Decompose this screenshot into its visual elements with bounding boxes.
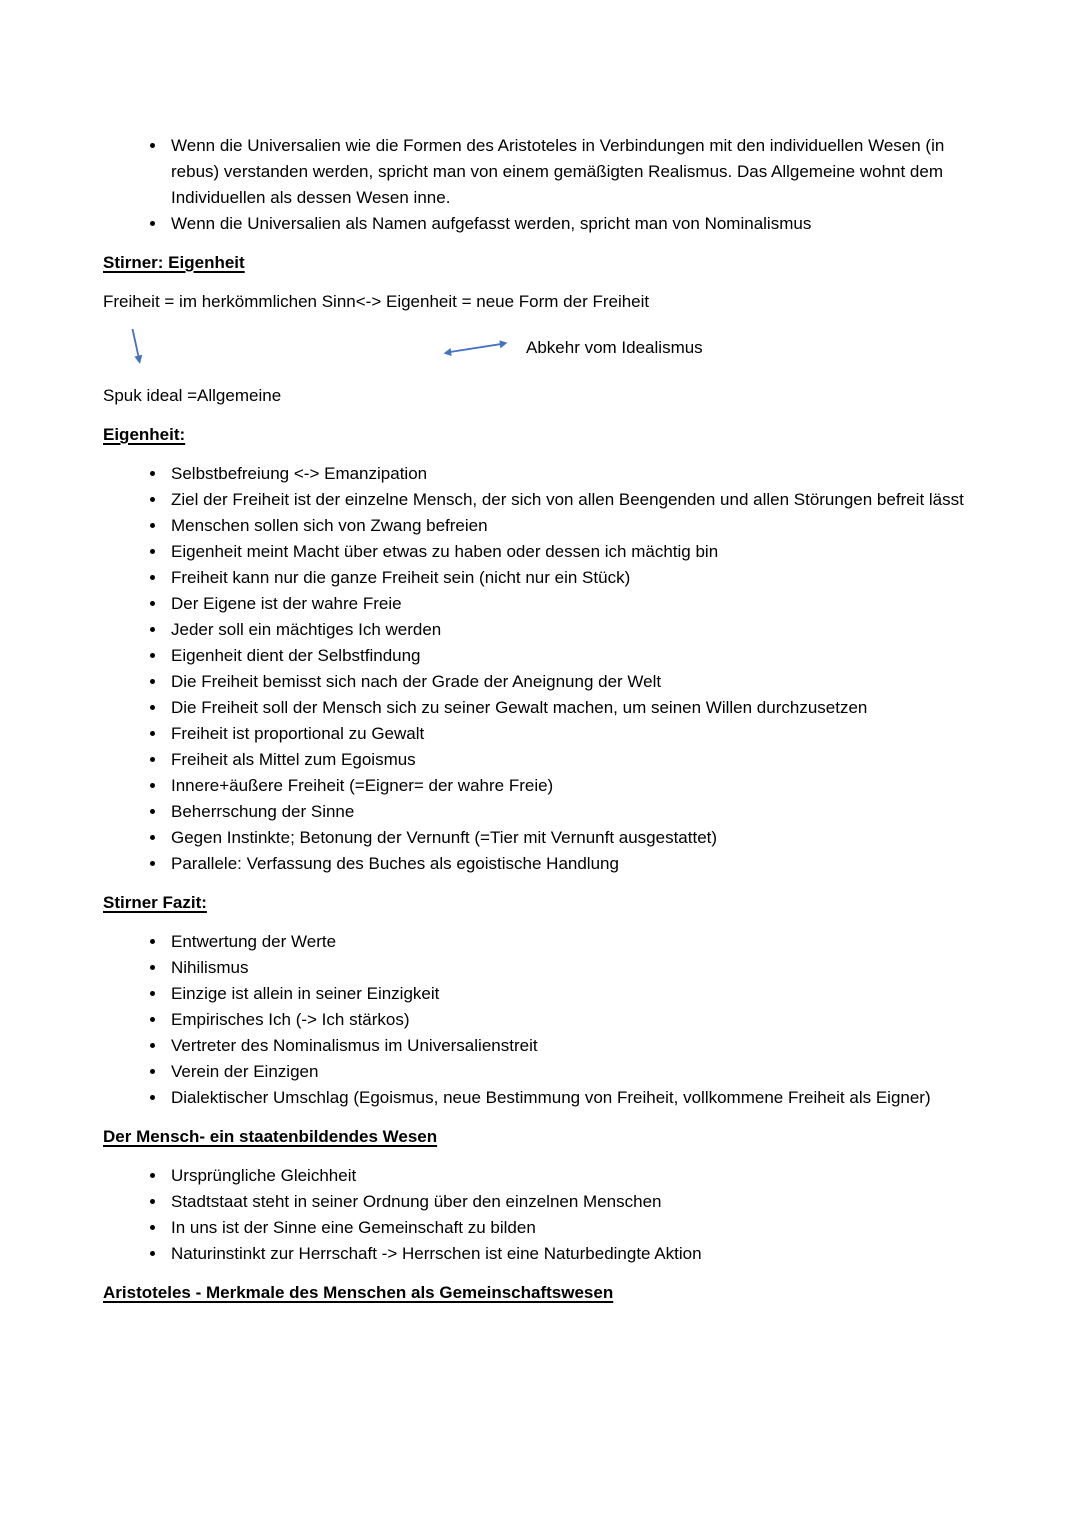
- bullet-item: • Selbstbefreiung <-> Emanzipation: [167, 461, 980, 487]
- section-heading-aristoteles: Aristoteles - Merkmale des Menschen als Gemeinschaftswesen: [103, 1283, 614, 1302]
- section-heading-mensch: Der Mensch- ein staatenbildendes Wesen: [103, 1127, 438, 1146]
- section-heading-eigenheit: Eigenheit:: [103, 425, 186, 444]
- bullet-item: • Naturinstinkt zur Herrschaft -> Herrschen ist eine Naturbedingte Aktion: [167, 1241, 980, 1267]
- bullet-item: • Eigenheit meint Macht über etwas zu haben oder dessen ich mächtig bin: [167, 539, 980, 565]
- section-heading-stirner-fazit: Stirner Fazit:: [103, 893, 207, 912]
- section-heading-stirner-eigenheit: Stirner: Eigenheit: [103, 253, 245, 272]
- bullet-item: • Menschen sollen sich von Zwang befreien: [167, 513, 980, 539]
- bullet-item: • Vertreter des Nominalismus im Universalienstreit: [167, 1033, 980, 1059]
- bullet-item: • Einzige ist allein in seiner Einzigkeit: [167, 981, 980, 1007]
- double-arrow-icon: [443, 339, 509, 358]
- fazit-bullet-list: [103, 929, 980, 1111]
- bullet-item: • Die Freiheit bemisst sich nach der Grade der Aneignung der Welt: [167, 669, 980, 695]
- bullet-item: • Dialektischer Umschlag (Egoismus, neue Bestimmung von Freiheit, vollkommene Freiheit als Eigner): [167, 1085, 980, 1111]
- bullet-item: • Freiheit ist proportional zu Gewalt: [167, 721, 980, 747]
- bullet-item: • Eigenheit dient der Selbstfindung: [167, 643, 980, 669]
- bullet-item: • In uns ist der Sinne eine Gemeinschaft zu bilden: [167, 1215, 980, 1241]
- mensch-bullet-list: [103, 1163, 980, 1267]
- bullet-item: • Nihilismus: [167, 955, 980, 981]
- bullet-item: • Stadtstaat steht in seiner Ordnung über den einzelnen Menschen: [167, 1189, 980, 1215]
- bullet-item: • Die Freiheit soll der Mensch sich zu seiner Gewalt machen, um seinen Willen durchzusetzen: [167, 695, 980, 721]
- bullet-item: • Parallele: Verfassung des Buches als egoistische Handlung: [167, 851, 980, 877]
- bullet-item: • Verein der Einzigen: [167, 1059, 980, 1085]
- bullet-item: • Jeder soll ein mächtiges Ich werden: [167, 617, 980, 643]
- bullet-item: • Freiheit kann nur die ganze Freiheit sein (nicht nur ein Stück): [167, 565, 980, 591]
- bullet-item: • Der Eigene ist der wahre Freie: [167, 591, 980, 617]
- bullet-item: • Wenn die Universalien wie die Formen des Aristoteles in Verbindungen mit den individuellen Wesen (in rebus) verstanden werden, spricht man von einem gemäßigten Realismus. Das Allgemeine wohnt dem Individuellen als dessen Wesen inne.: [167, 133, 980, 211]
- bullet-item: • Gegen Instinkte; Betonung der Vernunft (=Tier mit Vernunft ausgestattet): [167, 825, 980, 851]
- bullet-item: • Innere+äußere Freiheit (=Eigner= der wahre Freie): [167, 773, 980, 799]
- bullet-item: • Ziel der Freiheit ist der einzelne Mensch, der sich von allen Beengenden und allen Störungen befreit lässt: [167, 487, 980, 513]
- annotation-arrow-figure: [103, 328, 980, 370]
- down-arrow-icon: [129, 328, 145, 374]
- bullet-item: • Ursprüngliche Gleichheit: [167, 1163, 980, 1189]
- bullet-item: • Freiheit als Mittel zum Egoismus: [167, 747, 980, 773]
- bullet-item: • Empirisches Ich (-> Ich stärkos): [167, 1007, 980, 1033]
- eigenheit-bullet-list: [103, 461, 980, 877]
- bullet-item: • Entwertung der Werte: [167, 929, 980, 955]
- bullet-item: • Wenn die Universalien als Namen aufgefasst werden, spricht man von Nominalismus: [167, 211, 980, 237]
- bullet-item: • Beherrschung der Sinne: [167, 799, 980, 825]
- universals-bullet-list: [103, 133, 980, 237]
- abkehr-label: Abkehr vom Idealismus: [526, 338, 703, 357]
- freiheit-definition-line: Freiheit = im herkömmlichen Sinn<-> Eigenheit = neue Form der Freiheit: [103, 292, 650, 311]
- spuk-line: Spuk ideal =Allgemeine: [103, 386, 282, 405]
- abkehr-annotation: [443, 335, 703, 361]
